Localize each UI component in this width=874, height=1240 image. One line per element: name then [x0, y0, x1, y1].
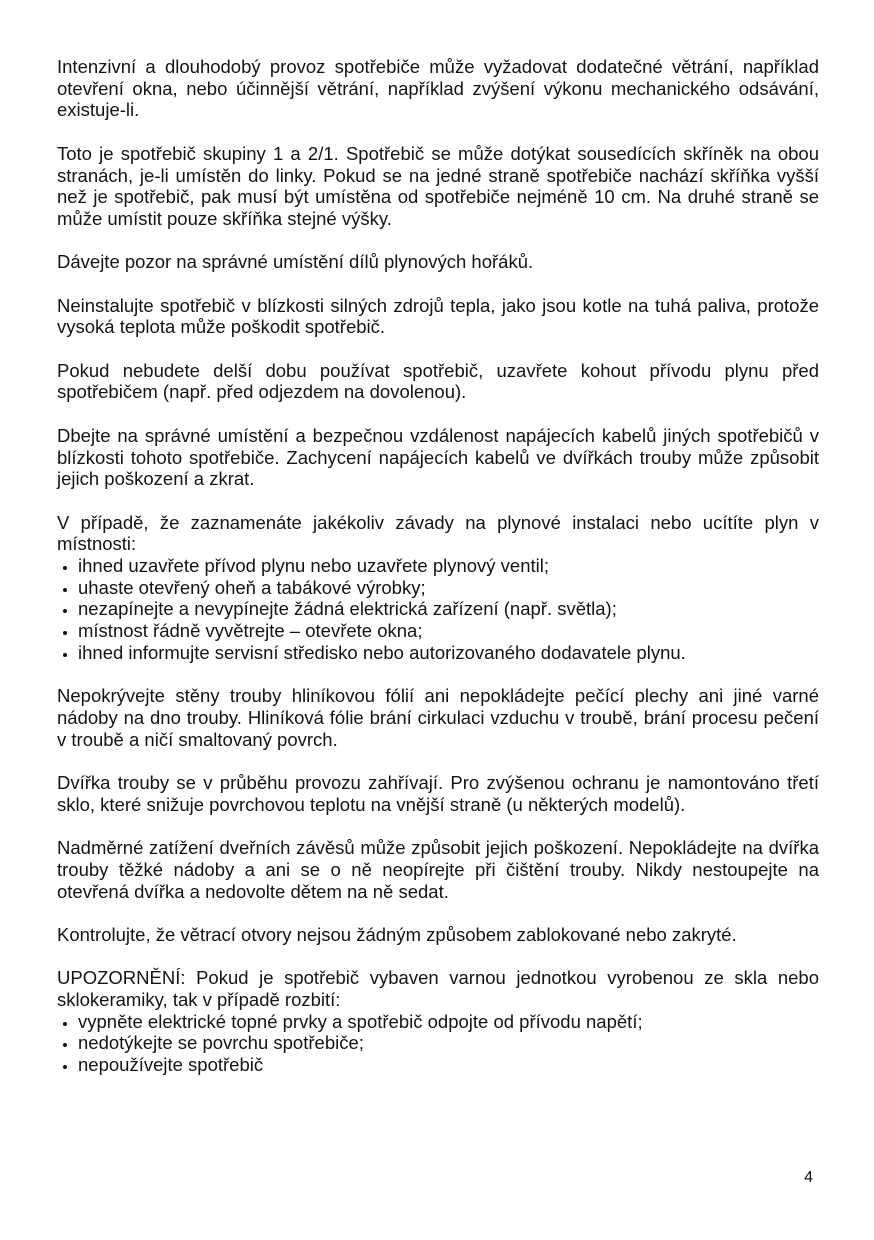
list-item-no-electrical-switching: • nezapínejte a nevypínejte žádná elektrická zařízení (např. světla);	[78, 598, 819, 620]
list-item-switch-off-heating-elements: • vypněte elektrické topné prvky a spotřebič odpojte od přívodu napětí;	[78, 1011, 819, 1033]
gas-leak-actions-list	[57, 555, 819, 664]
paragraph-appliance-group-cabinets: Toto je spotřebič skupiny 1 a 2/1. Spotřebič se může dotýkat sousedících skříněk na obou stranách, je-li umístěn do linky. Pokud se na jedné straně spotřebiče nachází skříňka vyšší než je spotřebič, pak musí být umístěna od spotřebiče nejméně 10 cm. Na druhé straně se může umístit pouze skříňka stejné výšky.	[57, 142, 819, 229]
list-item-do-not-touch-surface: • nedotýkejte se povrchu spotřebiče;	[78, 1032, 819, 1054]
list-item-close-gas-supply: • ihned uzavřete přívod plynu nebo uzavřete plynový ventil;	[78, 555, 819, 577]
paragraph-heat-sources-warning: Neinstalujte spotřebič v blízkosti silných zdrojů tepla, jako jsou kotle na tuhá paliva, protože vysoká teplota může poškodit spotřebič.	[57, 294, 819, 338]
glass-breakage-actions-list	[57, 1011, 819, 1076]
list-item-ventilate-room: • místnost řádně vyvětrejte – otevřete okna;	[78, 620, 819, 642]
paragraph-glass-breakage-warning-intro: UPOZORNĚNÍ: Pokud je spotřebič vybaven varnou jednotkou vyrobenou ze skla nebo sklokeramiky, tak v případě rozbití:	[57, 967, 819, 1011]
paragraph-intensive-use-ventilation: Intenzivní a dlouhodobý provoz spotřebiče může vyžadovat dodatečné větrání, například otevření okna, nebo účinnější větrání, například zvýšení výkonu mechanického odsávání, existuje-li.	[57, 56, 819, 121]
paragraph-ventilation-openings-check: Kontrolujte, že větrací otvory nejsou žádným způsobem zablokované nebo zakryté.	[57, 923, 737, 945]
list-item-inform-service: • ihned informujte servisní středisko nebo autorizovaného dodavatele plynu.	[78, 642, 819, 664]
list-item-extinguish-flames: • uhaste otevřený oheň a tabákové výrobky;	[78, 577, 819, 599]
paragraph-gas-leak-intro: V případě, že zaznamenáte jakékoliv závady na plynové instalaci nebo ucítíte plyn v místnosti:	[57, 511, 819, 555]
paragraph-oven-door-heating: Dvířka trouby se v průběhu provozu zahřívají. Pro zvýšenou ochranu je namontováno třetí sklo, které snižuje povrchovou teplotu na vnější straně (u některých modelů).	[57, 772, 819, 815]
paragraph-door-hinges-load: Nadměrné zatížení dveřních závěsů může způsobit jejich poškození. Nepokládejte na dvířka trouby těžké nádoby a ani se o ně neopírejte při čištění trouby. Nikdy nestoupejte na otevřená dvířka a nedovolte dětem na ně sedat.	[57, 837, 819, 902]
paragraph-power-cables-distance: Dbejte na správné umístění a bezpečnou vzdálenost napájecích kabelů jiných spotřebičů v blízkosti tohoto spotřebiče. Zachycení napájecích kabelů ve dvířkách trouby může způsobit jejich poškození a zkrat.	[57, 424, 819, 490]
document-body	[57, 56, 819, 1076]
paragraph-aluminium-foil-warning: Nepokrývejte stěny trouby hliníkovou fólií ani nepokládejte pečící plechy ani jiné varné nádoby na dno trouby. Hliníková fólie brání cirkulaci vzduchu v troubě, brání procesu pečení v troubě a ničí smaltovaný povrch.	[57, 685, 819, 750]
paragraph-close-gas-valve: Pokud nebudete delší dobu používat spotřebič, uzavřete kohout přívodu plynu před spotřebičem (např. před odjezdem na dovolenou).	[57, 359, 819, 403]
paragraph-burner-parts-placement: Dávejte pozor na správné umístění dílů plynových hořáků.	[57, 251, 534, 273]
list-item-do-not-use-appliance: • nepoužívejte spotřebič	[78, 1054, 819, 1076]
page-number: 4	[804, 1169, 813, 1186]
